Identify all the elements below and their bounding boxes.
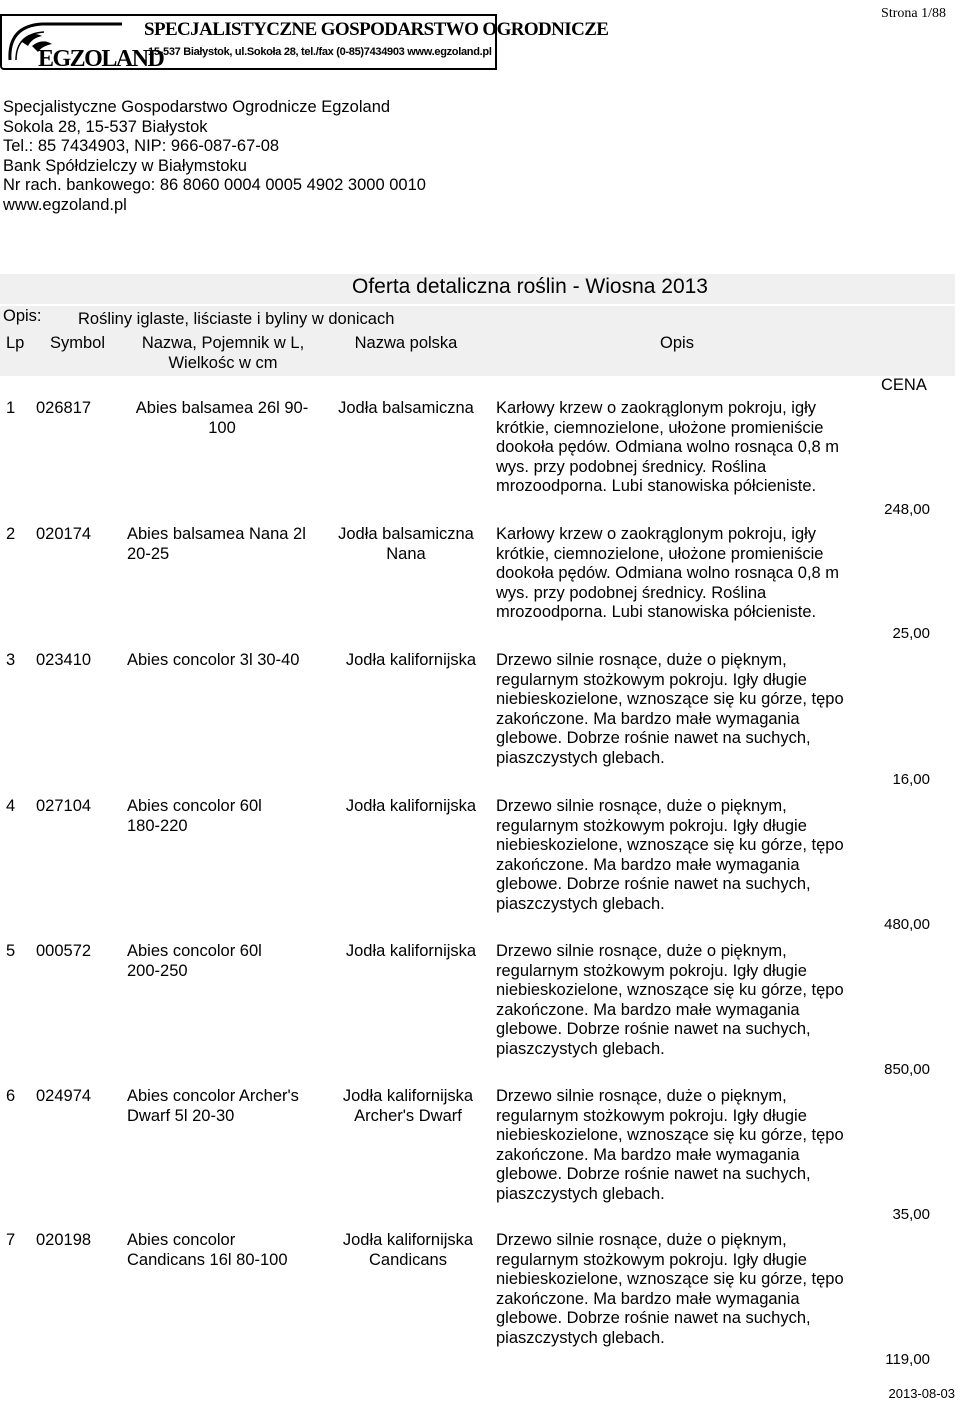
company-bank: Bank Spółdzielczy w Białymstoku: [3, 156, 247, 175]
row-symbol: 023410: [36, 651, 92, 669]
company-phone-nip: Tel.: 85 7434903, NIP: 966-087-67-08: [3, 137, 280, 155]
row-lp: 5: [6, 942, 16, 960]
row-opis: Karłowy krzew o zaokrąglonym pokroju, igły krótkie, ciemnozielone, ułożone promieniście dookoła pędów. Odmiana wolno rosnąca 0,8 m wys. przy podobnej średnicy. Roślina mrozoodporna. Lubi stanowiska półcieniste.: [496, 525, 840, 621]
row-cena: 25,00: [892, 625, 930, 642]
row-nazwa-polska: Jodła balsamiczna: [338, 399, 474, 417]
print-date: 2013-08-03: [888, 1386, 955, 1401]
row-lp: 4: [6, 797, 16, 815]
table-header: [0, 330, 955, 376]
row-opis: Drzewo silnie rosnące, duże o pięknym, regularnym stożkowym pokroju. Igły długie niebieskozielone, wznoszące się ku górze, tępo zakończone. Ma bardzo małe wymagania glebowe. Dobrze rośnie nawet na suchych, piaszczystych glebach.: [496, 942, 844, 1058]
row-opis: Drzewo silnie rosnące, duże o pięknym, regularnym stożkowym pokroju. Igły długie niebieskozielone, wznoszące się ku górze, tępo zakończone. Ma bardzo małe wymagania glebowe. Dobrze rośnie nawet na suchych, piaszczystych glebach.: [496, 1231, 844, 1347]
row-nazwa: Abies balsamea 26l 90-100: [135, 399, 309, 437]
row-opis: Drzewo silnie rosnące, duże o pięknym, regularnym stożkowym pokroju. Igły długie niebieskozielone, wznoszące się ku górze, tępo zakończone. Ma bardzo małe wymagania glebowe. Dobrze rośnie nawet na suchych, piaszczystych glebach.: [496, 1087, 844, 1203]
company-info: [3, 98, 426, 215]
company-account: Nr rach. bankowego: 86 8060 0004 0005 4902 3000 0010: [3, 176, 426, 194]
description-label: Opis:: [3, 307, 42, 325]
row-cena: 480,00: [884, 916, 930, 933]
row-symbol: 027104: [36, 797, 92, 815]
row-nazwa: Abies balsamea Nana 2l 20-25: [127, 525, 306, 563]
page-number: Strona 1/88: [881, 6, 946, 21]
row-nazwa: Abies concolor 60l 180-220: [127, 797, 262, 835]
row-cena: 119,00: [885, 1351, 930, 1368]
row-nazwa-polska: Jodła kalifornijska Archer's Dwarf: [342, 1087, 474, 1125]
description-text: Rośliny iglaste, liściaste i byliny w donicach: [78, 310, 395, 328]
row-symbol: 024974: [36, 1087, 92, 1105]
header-nazwa: Nazwa, Pojemnik w L, Wielkośc w cm: [141, 334, 305, 372]
row-cena: 35,00: [892, 1206, 930, 1223]
row-lp: 2: [6, 525, 16, 543]
row-nazwa: Abies concolor 3l 30-40: [127, 651, 300, 669]
logo-wordmark: EGZOLAND: [38, 46, 164, 72]
company-website: www.egzoland.pl: [3, 195, 127, 214]
banner-title: SPECJALISTYCZNE GOSPODARSTWO OGRODNICZE: [144, 19, 609, 40]
row-nazwa-polska: Jodła balsamiczna Nana: [338, 525, 474, 563]
row-nazwa-polska: Jodła kalifornijska Candicans: [342, 1231, 474, 1269]
company-name: Specjalistyczne Gospodarstwo Ogrodnicze Egzoland: [3, 98, 391, 116]
row-opis: Drzewo silnie rosnące, duże o pięknym, regularnym stożkowym pokroju. Igły długie niebieskozielone, wznoszące się ku górze, tępo zakończone. Ma bardzo małe wymagania glebowe. Dobrze rośnie nawet na suchych, piaszczystych glebach.: [496, 651, 844, 767]
egzoland-logo-icon: [2, 16, 164, 72]
header-cena: CENA: [881, 376, 927, 394]
header-nazwa-polska: Nazwa polska: [354, 334, 458, 352]
offer-title: Oferta detaliczna roślin - Wiosna 2013: [0, 274, 955, 304]
row-symbol: 026817: [36, 399, 92, 417]
row-symbol: 020174: [36, 525, 92, 543]
row-lp: 7: [6, 1231, 16, 1249]
row-nazwa: Abies concolor 60l 200-250: [127, 942, 262, 980]
header-symbol: Symbol: [50, 334, 106, 352]
company-address: Sokola 28, 15-537 Białystok: [3, 117, 208, 136]
row-symbol: 000572: [36, 942, 92, 960]
row-symbol: 020198: [36, 1231, 92, 1249]
row-cena: 850,00: [884, 1061, 930, 1078]
row-lp: 3: [6, 651, 16, 669]
row-nazwa-polska: Jodła kalifornijska: [345, 942, 477, 960]
row-nazwa-polska: Jodła kalifornijska: [345, 651, 477, 669]
row-lp: 6: [6, 1087, 16, 1105]
row-nazwa-polska: Jodła kalifornijska: [345, 797, 477, 815]
row-opis: Karłowy krzew o zaokrąglonym pokroju, igły krótkie, ciemnozielone, ułożone promieniście dookoła pędów. Odmiana wolno rosnąca 0,8 m wys. przy podobnej średnicy. Roślina mrozoodporna. Lubi stanowiska półcieniste.: [496, 399, 840, 495]
header-opis: Opis: [660, 334, 694, 352]
row-cena: 16,00: [892, 771, 930, 788]
row-nazwa: Abies concolor Candicans 16l 80-100: [127, 1231, 288, 1269]
header-lp: Lp: [6, 334, 25, 352]
row-nazwa: Abies concolor Archer's Dwarf 5l 20-30: [127, 1087, 299, 1125]
company-banner: [0, 14, 609, 72]
row-opis: Drzewo silnie rosnące, duże o pięknym, regularnym stożkowym pokroju. Igły długie niebieskozielone, wznoszące się ku górze, tępo zakończone. Ma bardzo małe wymagania glebowe. Dobrze rośnie nawet na suchych, piaszczystych glebach.: [496, 797, 844, 913]
description-bar: [0, 306, 955, 330]
banner-address: 15-537 Białystok, ul.Sokoła 28, tel./fax (0-85)7434903 www.egzoland.pl: [148, 46, 492, 58]
row-lp: 1: [6, 399, 16, 417]
row-cena: 248,00: [884, 501, 930, 518]
